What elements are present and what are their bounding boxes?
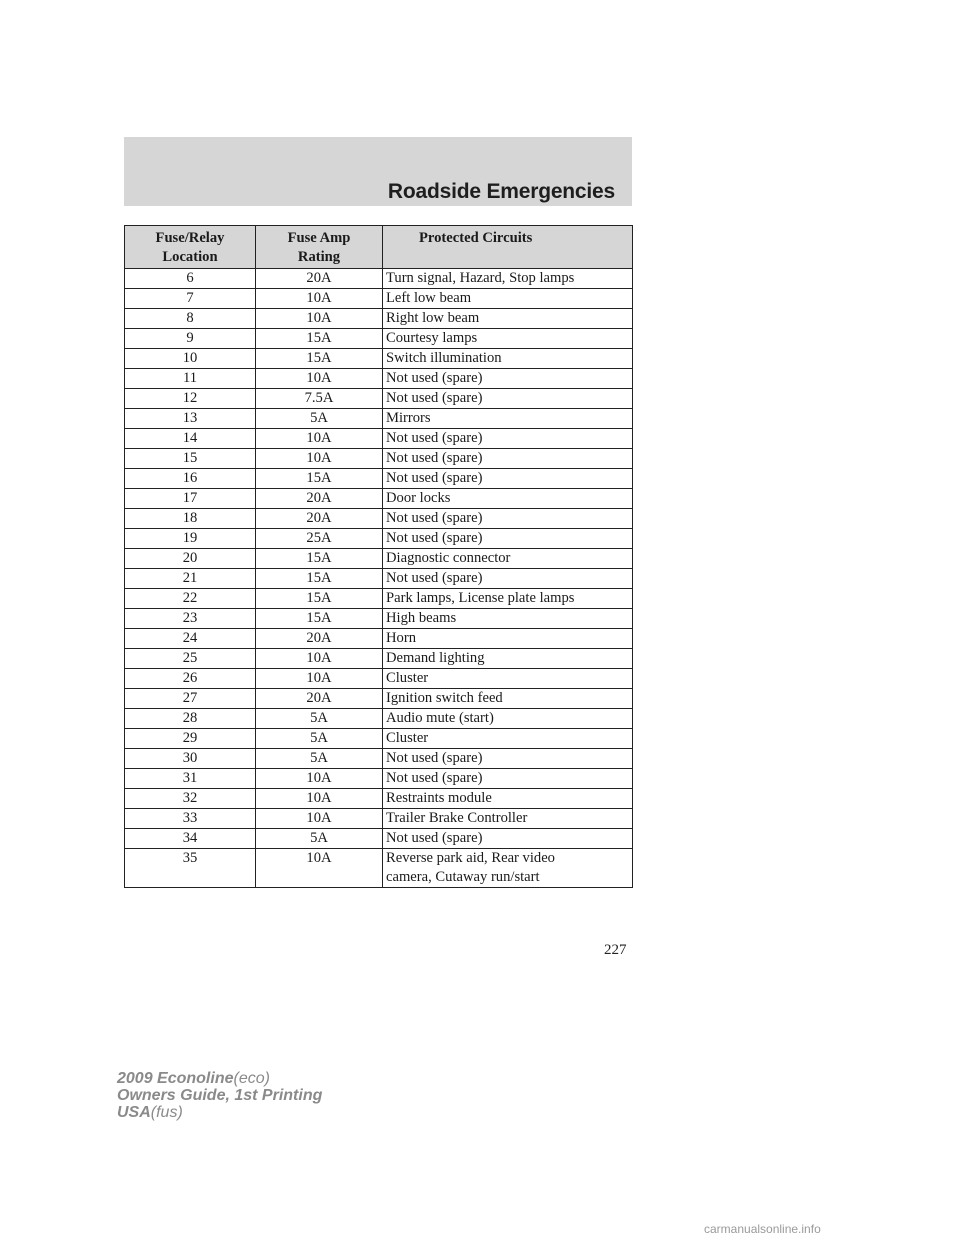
cell-circuit xyxy=(383,369,633,389)
circuit-line: Mirrors xyxy=(386,410,431,426)
cell-location: 17 xyxy=(125,489,256,509)
table-row xyxy=(125,789,633,809)
watermark-text: carmanualsonline.info xyxy=(704,1222,821,1236)
cell-rating: 10A xyxy=(256,369,383,389)
cell-circuit xyxy=(383,309,633,329)
table-row xyxy=(125,549,633,569)
cell-location: 21 xyxy=(125,569,256,589)
cell-location: 14 xyxy=(125,429,256,449)
footer-line-1 xyxy=(117,1070,322,1087)
table-row xyxy=(125,749,633,769)
cell-rating: 7.5A xyxy=(256,389,383,409)
column-header-line: Rating xyxy=(297,249,341,265)
table-row xyxy=(125,309,633,329)
cell-rating: 15A xyxy=(256,329,383,349)
circuit-line: Not used (spare) xyxy=(386,430,483,446)
footer-guide: Owners Guide, 1st Printing xyxy=(117,1087,323,1104)
cell-circuit xyxy=(383,849,633,888)
cell-rating: 10A xyxy=(256,789,383,809)
circuit-line: Reverse park aid, Rear video xyxy=(386,850,555,866)
column-header-line: Fuse/Relay xyxy=(155,230,225,246)
circuit-line: Not used (spare) xyxy=(386,570,483,586)
table-row xyxy=(125,809,633,829)
cell-circuit xyxy=(383,589,633,609)
cell-rating: 10A xyxy=(256,309,383,329)
circuit-line: Cluster xyxy=(386,730,429,746)
table-row xyxy=(125,829,633,849)
table-row xyxy=(125,289,633,309)
circuit-line: Right low beam xyxy=(386,310,480,326)
table-row xyxy=(125,569,633,589)
table-row xyxy=(125,429,633,449)
cell-rating: 5A xyxy=(256,709,383,729)
cell-location: 11 xyxy=(125,369,256,389)
cell-location: 28 xyxy=(125,709,256,729)
circuit-line: Not used (spare) xyxy=(386,390,483,406)
cell-circuit xyxy=(383,529,633,549)
circuit-line: Horn xyxy=(386,630,416,646)
cell-location: 10 xyxy=(125,349,256,369)
cell-location: 15 xyxy=(125,449,256,469)
circuit-line: Ignition switch feed xyxy=(386,690,503,706)
cell-location: 27 xyxy=(125,689,256,709)
cell-circuit xyxy=(383,789,633,809)
circuit-line: Not used (spare) xyxy=(386,470,483,486)
circuit-line: Diagnostic connector xyxy=(386,550,511,566)
table-row xyxy=(125,269,633,289)
cell-location: 13 xyxy=(125,409,256,429)
cell-circuit xyxy=(383,629,633,649)
column-header-line: Protected Circuits xyxy=(419,230,533,246)
table-row xyxy=(125,349,633,369)
cell-circuit xyxy=(383,609,633,629)
column-header-line: Location xyxy=(162,249,218,265)
cell-rating: 15A xyxy=(256,469,383,489)
fuse-table-body xyxy=(125,269,633,888)
circuit-line: Restraints module xyxy=(386,790,492,806)
cell-location: 8 xyxy=(125,309,256,329)
cell-location: 32 xyxy=(125,789,256,809)
section-title: Roadside Emergencies xyxy=(387,180,615,203)
table-row xyxy=(125,449,633,469)
cell-rating: 15A xyxy=(256,569,383,589)
table-row xyxy=(125,689,633,709)
table-row xyxy=(125,469,633,489)
cell-rating: 20A xyxy=(256,489,383,509)
cell-location: 33 xyxy=(125,809,256,829)
table-row xyxy=(125,629,633,649)
footer-region-code: (fus) xyxy=(150,1104,183,1121)
cell-circuit xyxy=(383,729,633,749)
circuit-line: camera, Cutaway run/start xyxy=(386,869,540,885)
table-row xyxy=(125,729,633,749)
cell-location: 26 xyxy=(125,669,256,689)
column-header-circuits xyxy=(383,226,633,269)
cell-rating: 10A xyxy=(256,289,383,309)
cell-rating: 20A xyxy=(256,629,383,649)
cell-rating: 10A xyxy=(256,849,383,888)
section-header-band xyxy=(124,137,632,206)
cell-rating: 10A xyxy=(256,669,383,689)
table-row xyxy=(125,489,633,509)
circuit-line: High beams xyxy=(386,610,457,626)
cell-circuit xyxy=(383,809,633,829)
cell-rating: 20A xyxy=(256,509,383,529)
table-row xyxy=(125,529,633,549)
circuit-line: Switch illumination xyxy=(386,350,502,366)
circuit-line: Demand lighting xyxy=(386,650,485,666)
cell-location: 22 xyxy=(125,589,256,609)
cell-location: 29 xyxy=(125,729,256,749)
cell-location: 20 xyxy=(125,549,256,569)
footer-model: 2009 Econoline xyxy=(117,1070,234,1087)
cell-rating: 15A xyxy=(256,349,383,369)
cell-location: 30 xyxy=(125,749,256,769)
cell-rating: 20A xyxy=(256,689,383,709)
circuit-line: Not used (spare) xyxy=(386,830,483,846)
cell-circuit xyxy=(383,329,633,349)
cell-rating: 10A xyxy=(256,449,383,469)
cell-location: 19 xyxy=(125,529,256,549)
cell-circuit xyxy=(383,429,633,449)
cell-rating: 5A xyxy=(256,729,383,749)
cell-circuit xyxy=(383,269,633,289)
page-number: 227 xyxy=(604,942,627,958)
footer-line-2 xyxy=(117,1087,322,1104)
cell-location: 12 xyxy=(125,389,256,409)
cell-circuit xyxy=(383,289,633,309)
circuit-line: Park lamps, License plate lamps xyxy=(386,590,575,606)
cell-location: 34 xyxy=(125,829,256,849)
cell-location: 6 xyxy=(125,269,256,289)
circuit-line: Door locks xyxy=(386,490,451,506)
cell-circuit xyxy=(383,689,633,709)
table-row xyxy=(125,649,633,669)
table-row xyxy=(125,709,633,729)
circuit-line: Turn signal, Hazard, Stop lamps xyxy=(386,270,575,286)
cell-rating: 15A xyxy=(256,609,383,629)
cell-circuit xyxy=(383,749,633,769)
cell-circuit xyxy=(383,649,633,669)
cell-rating: 15A xyxy=(256,589,383,609)
cell-circuit xyxy=(383,569,633,589)
fuse-table xyxy=(124,225,633,888)
footer-line-3 xyxy=(117,1104,322,1121)
cell-rating: 20A xyxy=(256,269,383,289)
table-row xyxy=(125,609,633,629)
cell-rating: 10A xyxy=(256,809,383,829)
cell-location: 31 xyxy=(125,769,256,789)
cell-rating: 5A xyxy=(256,749,383,769)
circuit-line: Not used (spare) xyxy=(386,750,483,766)
cell-circuit xyxy=(383,669,633,689)
cell-location: 25 xyxy=(125,649,256,669)
circuit-line: Not used (spare) xyxy=(386,510,483,526)
cell-rating: 10A xyxy=(256,429,383,449)
cell-location: 16 xyxy=(125,469,256,489)
table-row xyxy=(125,369,633,389)
circuit-line: Not used (spare) xyxy=(386,530,483,546)
cell-circuit xyxy=(383,549,633,569)
cell-location: 18 xyxy=(125,509,256,529)
table-row xyxy=(125,329,633,349)
table-row xyxy=(125,849,633,888)
table-row xyxy=(125,769,633,789)
table-row xyxy=(125,589,633,609)
cell-circuit xyxy=(383,489,633,509)
cell-rating: 5A xyxy=(256,829,383,849)
column-header-location xyxy=(125,226,256,269)
footer-region: USA xyxy=(117,1104,151,1121)
cell-rating: 25A xyxy=(256,529,383,549)
column-header-rating xyxy=(256,226,383,269)
circuit-line: Not used (spare) xyxy=(386,450,483,466)
table-row xyxy=(125,669,633,689)
column-header-line: Fuse Amp xyxy=(287,230,351,246)
cell-location: 7 xyxy=(125,289,256,309)
footer-model-code: (eco) xyxy=(233,1070,270,1087)
table-row xyxy=(125,509,633,529)
cell-rating: 10A xyxy=(256,649,383,669)
cell-circuit xyxy=(383,509,633,529)
circuit-line: Not used (spare) xyxy=(386,370,483,386)
cell-location: 23 xyxy=(125,609,256,629)
circuit-line: Courtesy lamps xyxy=(386,330,478,346)
cell-circuit xyxy=(383,449,633,469)
cell-circuit xyxy=(383,709,633,729)
table-row xyxy=(125,409,633,429)
cell-circuit xyxy=(383,829,633,849)
cell-rating: 5A xyxy=(256,409,383,429)
document-footer xyxy=(117,1070,322,1121)
table-row xyxy=(125,389,633,409)
cell-circuit xyxy=(383,389,633,409)
cell-circuit xyxy=(383,469,633,489)
circuit-line: Not used (spare) xyxy=(386,770,483,786)
circuit-line: Left low beam xyxy=(386,290,472,306)
cell-location: 24 xyxy=(125,629,256,649)
circuit-line: Cluster xyxy=(386,670,429,686)
cell-location: 9 xyxy=(125,329,256,349)
cell-circuit xyxy=(383,349,633,369)
circuit-line: Trailer Brake Controller xyxy=(386,810,528,826)
table-header-row xyxy=(125,226,633,269)
circuit-line: Audio mute (start) xyxy=(386,710,494,726)
cell-location: 35 xyxy=(125,849,256,888)
cell-rating: 10A xyxy=(256,769,383,789)
cell-circuit xyxy=(383,409,633,429)
cell-rating: 15A xyxy=(256,549,383,569)
cell-circuit xyxy=(383,769,633,789)
